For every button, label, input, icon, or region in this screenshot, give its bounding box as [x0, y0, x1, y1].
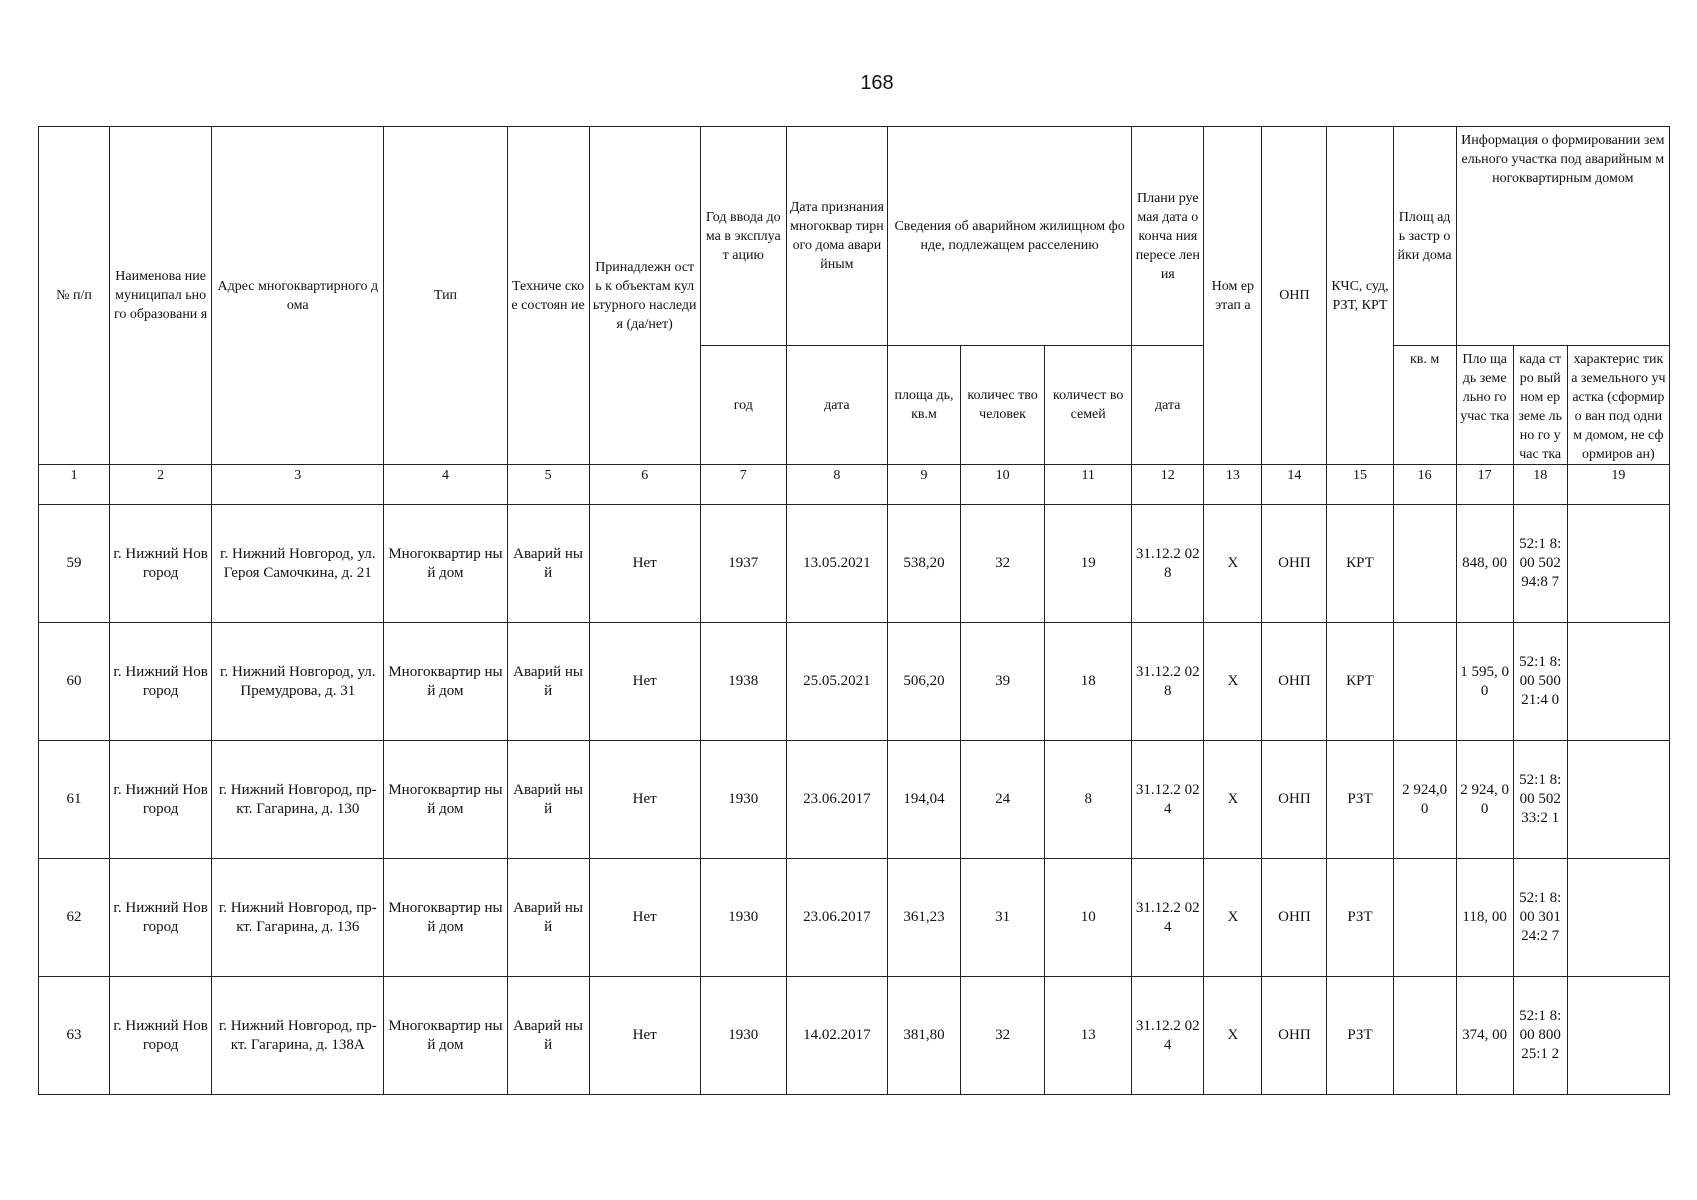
column-number: 18 — [1513, 465, 1567, 505]
year-cell: 1930 — [700, 741, 786, 859]
basis-cell: РЗТ — [1327, 741, 1393, 859]
header-sub-12: дата — [1132, 346, 1204, 465]
column-number: 6 — [589, 465, 700, 505]
header-col-18: када стро вый ном ер земе льно го учас тка — [1513, 346, 1567, 465]
column-number: 5 — [507, 465, 589, 505]
families-cell: 18 — [1045, 623, 1132, 741]
land-area-cell: 1 595, 00 — [1456, 623, 1513, 741]
building-area-cell — [1393, 859, 1456, 977]
stage-cell: Х — [1204, 505, 1262, 623]
header-col-13: Ном ер этап а — [1204, 127, 1262, 465]
land-info-cell — [1567, 623, 1669, 741]
year-cell: 1937 — [700, 505, 786, 623]
column-number: 7 — [700, 465, 786, 505]
year-cell: 1930 — [700, 859, 786, 977]
resettlement-date-cell: 31.12.2 028 — [1132, 623, 1204, 741]
building-area-cell — [1393, 623, 1456, 741]
header-group-17-19: Информация о формировании земельного участка под аварийным многоквартирным домом — [1456, 127, 1669, 346]
table-row — [39, 859, 1670, 977]
row-number-cell: 60 — [39, 623, 110, 741]
cadastral-number-cell: 52:1 8:00 500 21:4 0 — [1513, 623, 1567, 741]
header-col-19: характерис тика земельного участка (сформиро ван под одним домом, не сформиров ан) — [1567, 346, 1669, 465]
families-cell: 13 — [1045, 977, 1132, 1095]
header-sub-9: площа дь, кв.м — [887, 346, 960, 465]
persons-cell: 31 — [961, 859, 1045, 977]
land-info-cell — [1567, 505, 1669, 623]
column-number: 1 — [39, 465, 110, 505]
onp-cell: ОНП — [1262, 859, 1327, 977]
column-number: 16 — [1393, 465, 1456, 505]
area-cell: 361,23 — [887, 859, 960, 977]
emergency-housing-table — [38, 126, 1670, 1095]
table-row — [39, 741, 1670, 859]
persons-cell: 39 — [961, 623, 1045, 741]
header-col-6: Принадлежн ость к объектам культурного наследия (да/нет) — [589, 127, 700, 465]
condition-cell: Аварий ный — [507, 859, 589, 977]
municipality-cell: г. Нижний Новгород — [110, 741, 212, 859]
header-col-16: Площ адь застр ойки дома — [1393, 127, 1456, 346]
recognition-date-cell: 23.06.2017 — [786, 859, 887, 977]
persons-cell: 32 — [961, 505, 1045, 623]
row-number-cell: 61 — [39, 741, 110, 859]
header-sub-8: дата — [786, 346, 887, 465]
recognition-date-cell: 25.05.2021 — [786, 623, 887, 741]
land-area-cell: 118, 00 — [1456, 859, 1513, 977]
building-area-cell — [1393, 977, 1456, 1095]
column-number: 12 — [1132, 465, 1204, 505]
column-number: 17 — [1456, 465, 1513, 505]
families-cell: 8 — [1045, 741, 1132, 859]
land-area-cell: 374, 00 — [1456, 977, 1513, 1095]
header-group-9-11: Сведения об аварийном жилищном фонде, подлежащем расселению — [887, 127, 1131, 346]
type-cell: Многоквартир ный дом — [384, 859, 507, 977]
header-col-12: Плани руемая дата оконча ния пересе ления — [1132, 127, 1204, 346]
cadastral-number-cell: 52:1 8:00 301 24:2 7 — [1513, 859, 1567, 977]
onp-cell: ОНП — [1262, 623, 1327, 741]
municipality-cell: г. Нижний Новгород — [110, 859, 212, 977]
row-number-cell: 59 — [39, 505, 110, 623]
recognition-date-cell: 13.05.2021 — [786, 505, 887, 623]
header-sub-7: год — [700, 346, 786, 465]
column-number: 11 — [1045, 465, 1132, 505]
page-number: 168 — [860, 72, 894, 94]
basis-cell: КРТ — [1327, 623, 1393, 741]
row-number-cell: 62 — [39, 859, 110, 977]
stage-cell: Х — [1204, 859, 1262, 977]
land-info-cell — [1567, 741, 1669, 859]
header-col-5: Техниче ское состоян ие — [507, 127, 589, 465]
cadastral-number-cell: 52:1 8:00 502 33:2 1 — [1513, 741, 1567, 859]
header-col-7: Год ввода дома в эксплуат ацию — [700, 127, 786, 346]
address-cell: г. Нижний Новгород, пр-кт. Гагарина, д. 138А — [212, 977, 384, 1095]
persons-cell: 24 — [961, 741, 1045, 859]
onp-cell: ОНП — [1262, 977, 1327, 1095]
land-info-cell — [1567, 977, 1669, 1095]
header-col-2: Наименова ние муниципал ьного образовани я — [110, 127, 212, 465]
header-col-17-title: Пло щадь земе льно го учас тка — [1460, 352, 1510, 424]
header-col-17 — [1456, 346, 1513, 465]
header-sub-10: количес тво человек — [961, 346, 1045, 465]
basis-cell: РЗТ — [1327, 977, 1393, 1095]
header-sub-16: кв. м — [1393, 346, 1456, 465]
row-number-cell: 63 — [39, 977, 110, 1095]
type-cell: Многоквартир ный дом — [384, 977, 507, 1095]
header-col-14: ОНП — [1262, 127, 1327, 465]
basis-cell: РЗТ — [1327, 859, 1393, 977]
header-row-main — [39, 127, 1670, 346]
cadastral-number-cell: 52:1 8:00 502 94:8 7 — [1513, 505, 1567, 623]
address-cell: г. Нижний Новгород, ул. Героя Самочкина, д. 21 — [212, 505, 384, 623]
condition-cell: Аварий ный — [507, 741, 589, 859]
resettlement-date-cell: 31.12.2 024 — [1132, 977, 1204, 1095]
building-area-cell: 2 924,0 0 — [1393, 741, 1456, 859]
header-col-15: КЧС, суд, РЗТ, КРТ — [1327, 127, 1393, 465]
land-info-cell — [1567, 859, 1669, 977]
type-cell: Многоквартир ный дом — [384, 623, 507, 741]
column-number: 14 — [1262, 465, 1327, 505]
table-row — [39, 623, 1670, 741]
heritage-cell: Нет — [589, 859, 700, 977]
header-col-4: Тип — [384, 127, 507, 465]
header-col-8: Дата признания многоквар тирного дома аварийным — [786, 127, 887, 346]
onp-cell: ОНП — [1262, 741, 1327, 859]
type-cell: Многоквартир ный дом — [384, 741, 507, 859]
table-body — [39, 505, 1670, 1095]
resettlement-date-cell: 31.12.2 024 — [1132, 859, 1204, 977]
heritage-cell: Нет — [589, 741, 700, 859]
recognition-date-cell: 14.02.2017 — [786, 977, 887, 1095]
land-area-cell: 848, 00 — [1456, 505, 1513, 623]
year-cell: 1930 — [700, 977, 786, 1095]
onp-cell: ОНП — [1262, 505, 1327, 623]
address-cell: г. Нижний Новгород, пр-кт. Гагарина, д. 130 — [212, 741, 384, 859]
heritage-cell: Нет — [589, 505, 700, 623]
address-cell: г. Нижний Новгород, пр-кт. Гагарина, д. 136 — [212, 859, 384, 977]
heritage-cell: Нет — [589, 623, 700, 741]
heritage-cell: Нет — [589, 977, 700, 1095]
column-number: 19 — [1567, 465, 1669, 505]
families-cell: 19 — [1045, 505, 1132, 623]
municipality-cell: г. Нижний Новгород — [110, 505, 212, 623]
cadastral-number-cell: 52:1 8:00 800 25:1 2 — [1513, 977, 1567, 1095]
condition-cell: Аварий ный — [507, 977, 589, 1095]
column-number: 15 — [1327, 465, 1393, 505]
column-number: 10 — [961, 465, 1045, 505]
building-area-cell — [1393, 505, 1456, 623]
column-number: 8 — [786, 465, 887, 505]
land-area-cell: 2 924, 00 — [1456, 741, 1513, 859]
area-cell: 381,80 — [887, 977, 960, 1095]
resettlement-date-cell: 31.12.2 028 — [1132, 505, 1204, 623]
area-cell: 538,20 — [887, 505, 960, 623]
stage-cell: Х — [1204, 741, 1262, 859]
municipality-cell: г. Нижний Новгород — [110, 623, 212, 741]
table-row — [39, 505, 1670, 623]
resettlement-date-cell: 31.12.2 024 — [1132, 741, 1204, 859]
condition-cell: Аварий ный — [507, 505, 589, 623]
basis-cell: КРТ — [1327, 505, 1393, 623]
address-cell: г. Нижний Новгород, ул. Премудрова, д. 31 — [212, 623, 384, 741]
condition-cell: Аварий ный — [507, 623, 589, 741]
column-number: 13 — [1204, 465, 1262, 505]
stage-cell: Х — [1204, 977, 1262, 1095]
column-number: 9 — [887, 465, 960, 505]
persons-cell: 32 — [961, 977, 1045, 1095]
families-cell: 10 — [1045, 859, 1132, 977]
column-number: 4 — [384, 465, 507, 505]
stage-cell: Х — [1204, 623, 1262, 741]
year-cell: 1938 — [700, 623, 786, 741]
column-number: 2 — [110, 465, 212, 505]
type-cell: Многоквартир ный дом — [384, 505, 507, 623]
column-number: 3 — [212, 465, 384, 505]
table-row — [39, 977, 1670, 1095]
header-col-1: № п/п — [39, 127, 110, 465]
municipality-cell: г. Нижний Новгород — [110, 977, 212, 1095]
area-cell: 194,04 — [887, 741, 960, 859]
header-sub-11: количест во семей — [1045, 346, 1132, 465]
column-number-row — [39, 465, 1670, 505]
area-cell: 506,20 — [887, 623, 960, 741]
recognition-date-cell: 23.06.2017 — [786, 741, 887, 859]
header-col-3: Адрес многоквартирного дома — [212, 127, 384, 465]
